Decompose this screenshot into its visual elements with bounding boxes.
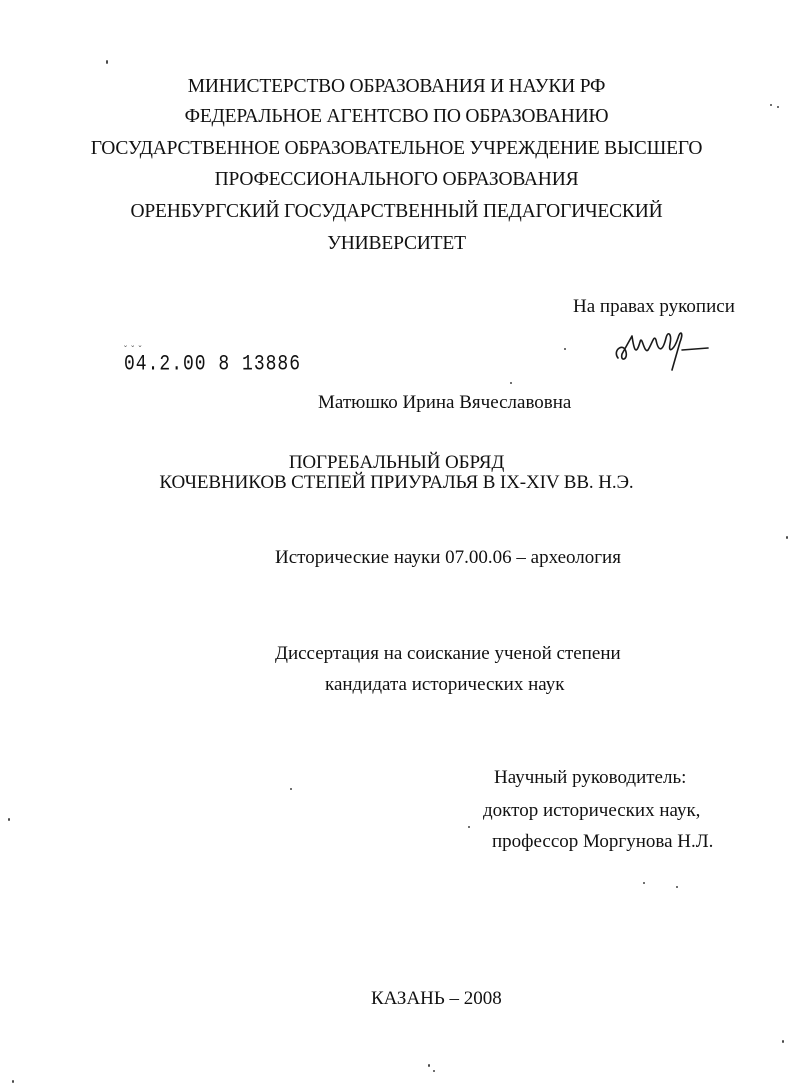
supervisor-name: профессор Моргунова Н.Л.	[492, 831, 714, 852]
supervisor-degree: доктор исторических наук,	[483, 800, 701, 821]
scan-speck	[8, 818, 10, 821]
author-signature	[610, 320, 730, 376]
dissertation-degree: кандидата исторических наук	[325, 674, 565, 695]
scan-speck	[777, 106, 779, 108]
scan-speck	[468, 826, 470, 828]
scan-speck	[782, 1040, 784, 1043]
scan-speck	[433, 1070, 435, 1072]
header-institution-type: ГОСУДАРСТВЕННОЕ ОБРАЗОВАТЕЛЬНОЕ УЧРЕЖДЕНИЕ ВЫСШЕГО	[90, 138, 703, 159]
scan-speck	[676, 886, 678, 888]
manuscript-note: На правах рукописи	[573, 296, 735, 317]
scan-speck	[786, 536, 788, 539]
header-agency: ФЕДЕРАЛЬНОЕ АГЕНТСВО ПО ОБРАЗОВАНИЮ	[184, 106, 609, 127]
scan-speck	[564, 348, 566, 350]
dissertation-purpose: Диссертация на соискание ученой степени	[275, 643, 621, 664]
header-education-level: ПРОФЕССИОНАЛЬНОГО ОБРАЗОВАНИЯ	[214, 169, 579, 190]
supervisor-label: Научный руководитель:	[494, 767, 687, 788]
scan-speck	[428, 1064, 430, 1067]
scan-speck	[770, 104, 772, 106]
registration-number: 04.2.00 8 13886	[124, 352, 302, 377]
scan-speck	[12, 1080, 14, 1083]
thesis-title-line2: КОЧЕВНИКОВ СТЕПЕЙ ПРИУРАЛЬЯ В IX-XIV ВВ. Н.Э.	[159, 472, 634, 493]
header-university: УНИВЕРСИТЕТ	[327, 233, 466, 254]
header-ministry: МИНИСТЕРСТВО ОБРАЗОВАНИЯ И НАУКИ РФ	[187, 76, 606, 97]
scan-speck	[510, 382, 512, 384]
author-name: Матюшко Ирина Вячеславовна	[318, 392, 572, 413]
scan-speck	[643, 882, 645, 884]
thesis-title-line1: ПОГРЕБАЛЬНЫЙ ОБРЯД	[288, 452, 505, 473]
specialty: Исторические науки 07.00.06 – археология	[275, 547, 621, 568]
header-university-name: ОРЕНБУРГСКИЙ ГОСУДАРСТВЕННЫЙ ПЕДАГОГИЧЕСКИЙ	[130, 201, 663, 222]
registration-marks: ˘ ˘ ˘	[124, 344, 143, 354]
scan-speck	[290, 788, 292, 790]
city-year: КАЗАНЬ – 2008	[371, 988, 502, 1009]
scan-speck	[106, 60, 108, 64]
